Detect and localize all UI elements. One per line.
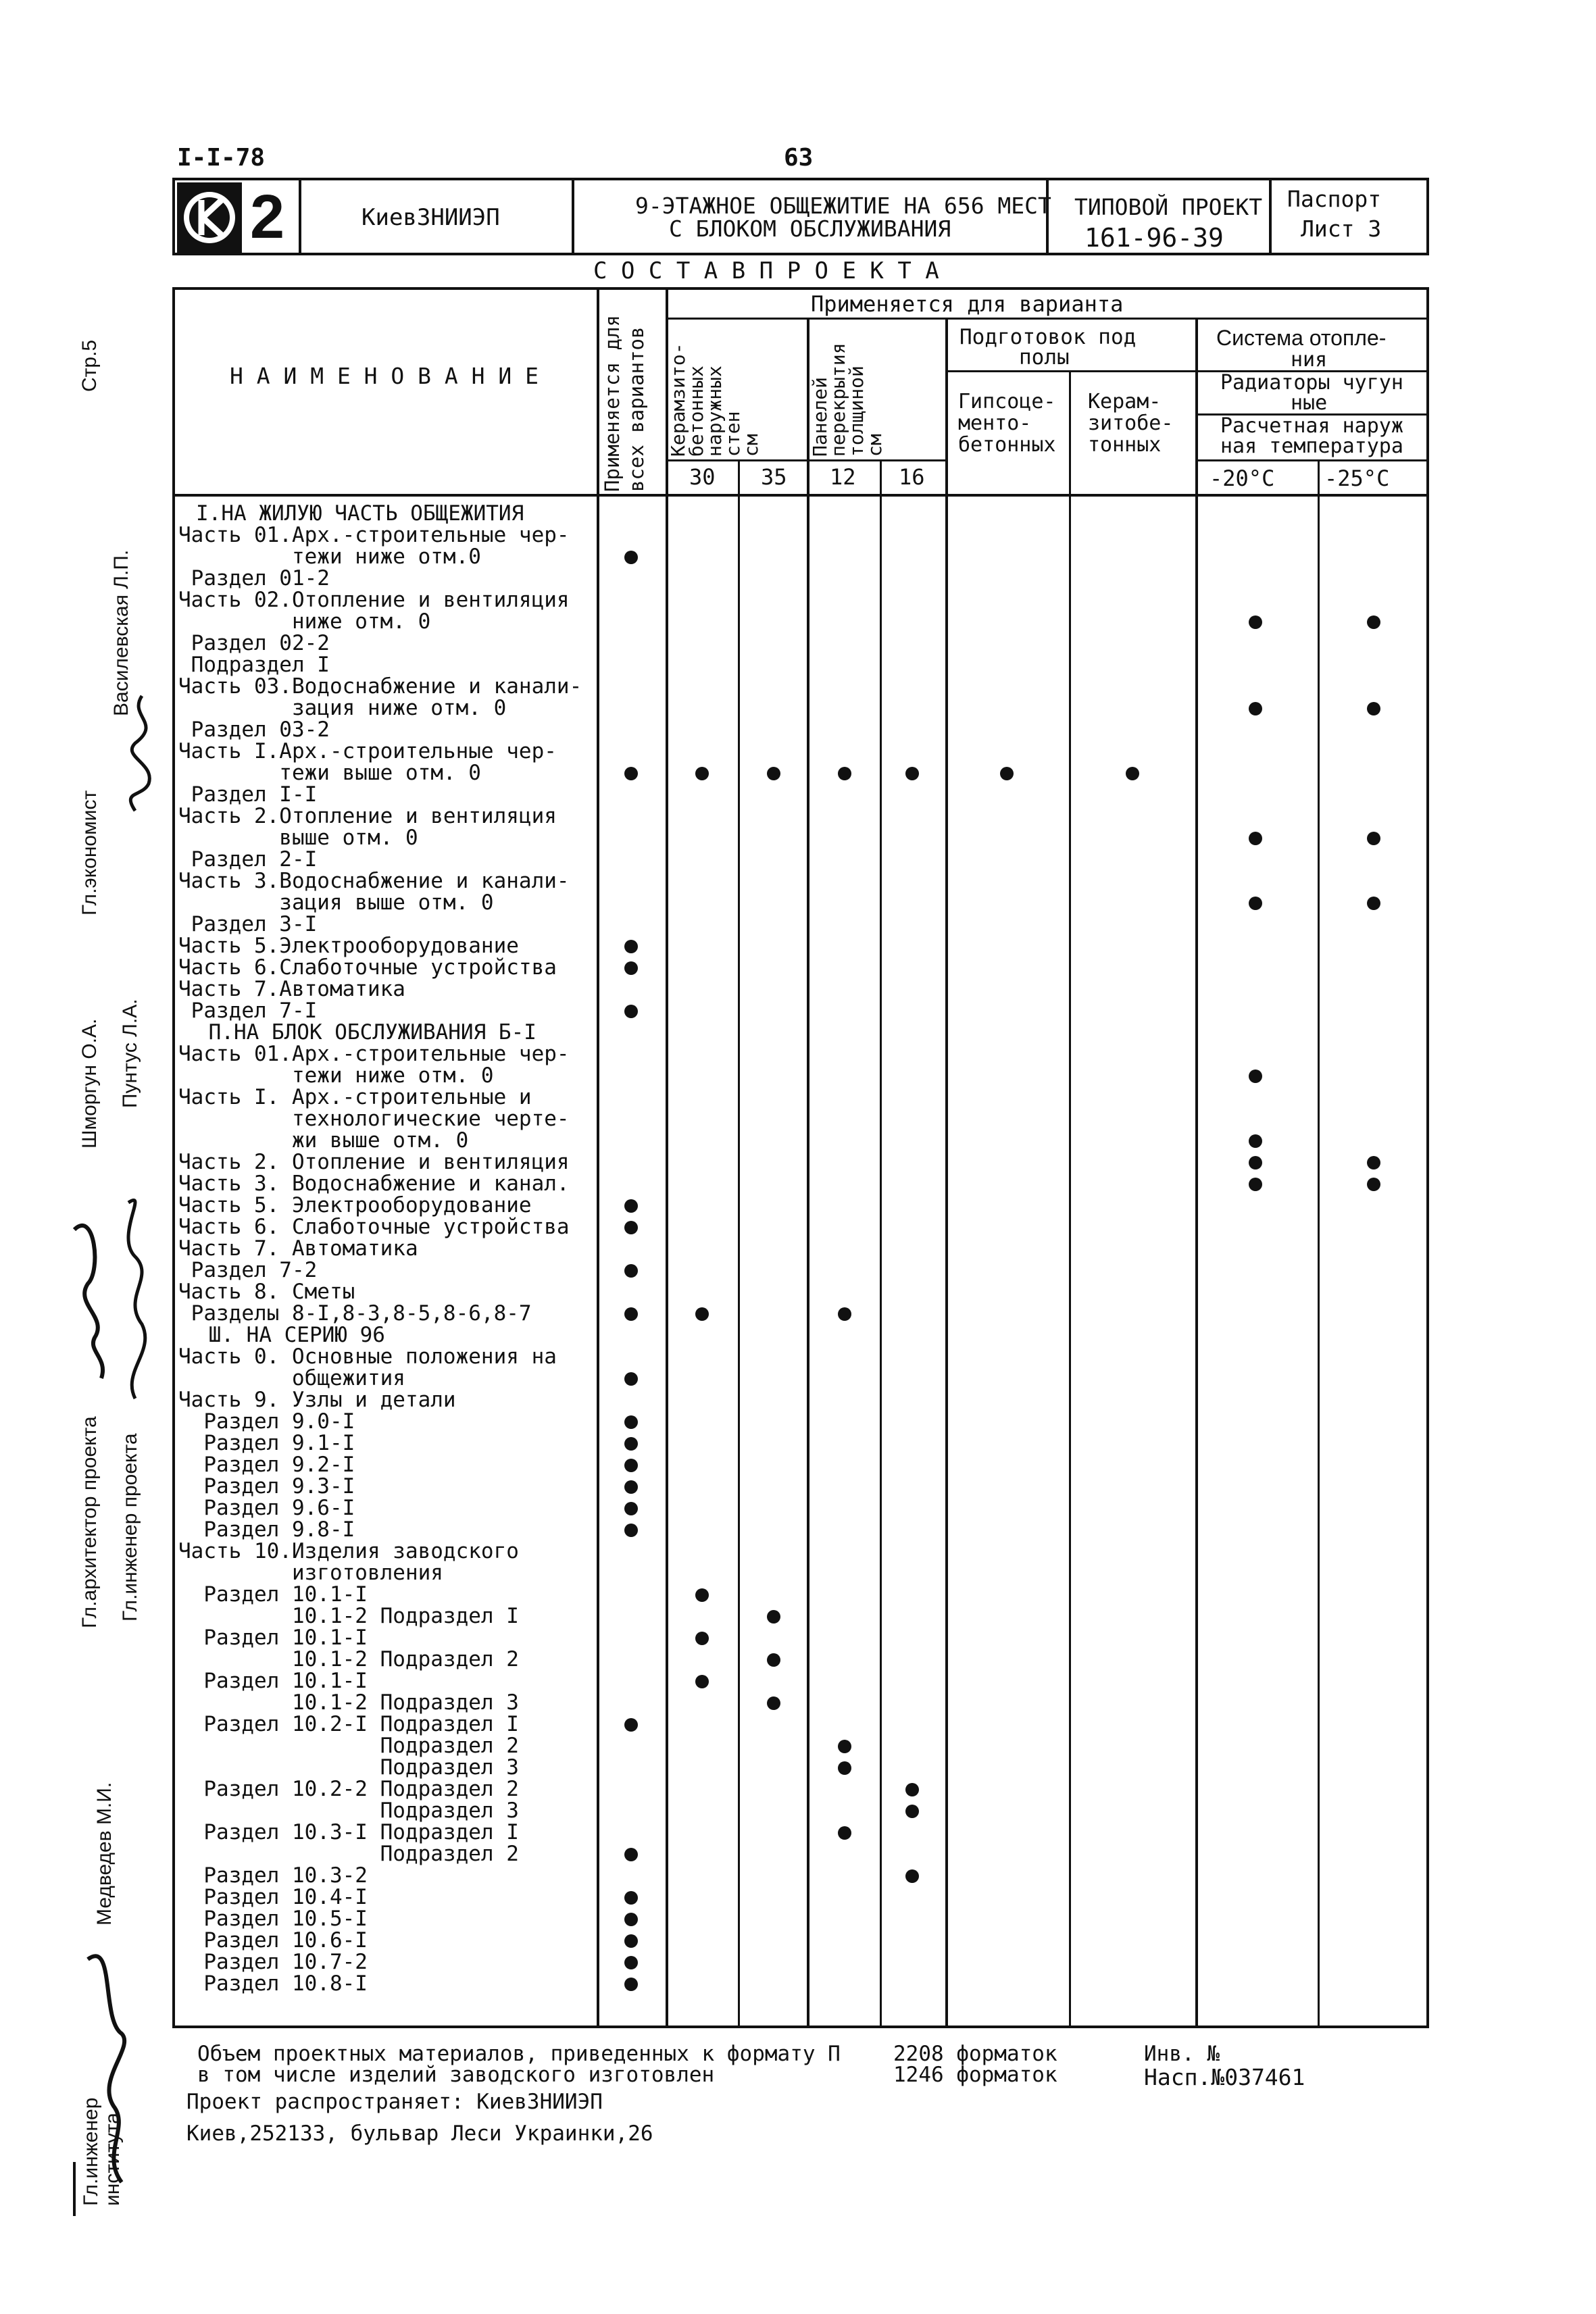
applies-dot-w35 — [767, 767, 780, 780]
table-row: Раздел 10.1-I — [178, 1626, 368, 1650]
applies-dot-all — [624, 1264, 638, 1278]
table-row: Раздел 7-I — [178, 999, 318, 1023]
table-row: Раздел I-I — [178, 782, 318, 807]
logo-digit: 2 — [250, 182, 285, 251]
applies-dot-all — [624, 1480, 638, 1494]
applies-dot-all — [624, 1934, 638, 1948]
formats-factory: 1246 форматок — [893, 2063, 1057, 2087]
column-all-variants-2: всех вариантов — [625, 326, 648, 492]
table-row: Часть 02.Отопление и вентиляция — [178, 588, 570, 612]
slabs-header-2: перекрытия — [827, 343, 849, 457]
applies-dot-w30 — [695, 767, 709, 780]
walls-30: 30 — [689, 464, 716, 490]
table-row: Подраздел 3 — [178, 1755, 519, 1780]
applies-dot-s16 — [905, 1783, 919, 1796]
slabs-header-3: толщиной — [845, 366, 868, 457]
table-row: Раздел 02-2 — [178, 631, 330, 655]
applies-dot-t20 — [1249, 1178, 1262, 1191]
stamp-name-economist: Василевская Л.П. — [110, 549, 132, 716]
applies-dot-t25 — [1367, 832, 1380, 845]
applies-dot-all — [624, 767, 638, 780]
radiators-header-2: ные — [1291, 391, 1328, 415]
applies-dot-w30 — [695, 1632, 709, 1645]
applies-dot-s12 — [838, 1826, 851, 1840]
applies-dot-all — [624, 1437, 638, 1451]
applies-dot-all — [624, 1956, 638, 1969]
table-row: тежи ниже отм. 0 — [178, 1063, 494, 1088]
slabs-12: 12 — [830, 464, 856, 490]
walls-header-3: наружных — [703, 366, 726, 457]
table-row: Раздел 10.8-I — [178, 1971, 368, 1996]
column-all-variants-1: Применяется для — [601, 315, 624, 492]
applies-dot-w35 — [767, 1696, 780, 1710]
radiators-header: Радиаторы чугун — [1220, 371, 1403, 395]
signatures — [47, 676, 182, 2230]
stamp-role-architect: Гл.архитектор проекта — [78, 1416, 101, 1628]
table-row: Разделы 8-I,8-3,8-5,8-6,8-7 — [178, 1301, 532, 1326]
applies-dot-t25 — [1367, 1178, 1380, 1191]
table-row: Подраздел I — [178, 653, 330, 677]
formats-total: 2208 форматок — [893, 2042, 1057, 2066]
applies-dot-t20 — [1249, 702, 1262, 715]
table-row: Раздел 2-I — [178, 847, 318, 872]
applies-dot-s12 — [838, 767, 851, 780]
applies-dot-t20 — [1249, 1156, 1262, 1169]
applies-dot-t20 — [1249, 832, 1262, 845]
applies-dot-s16 — [905, 1869, 919, 1883]
applies-dot-w30 — [695, 1588, 709, 1602]
applies-dot-all — [624, 1415, 638, 1429]
signature-engineer — [128, 1200, 145, 1399]
table-row: технологические черте- — [178, 1107, 570, 1131]
distributor: Проект распространяет: КиевЗНИИЭП — [186, 2090, 603, 2114]
slabs-16: 16 — [899, 464, 925, 490]
table-row: Часть 0. Основные положения на — [178, 1344, 557, 1369]
table-row: Подраздел 3 — [178, 1799, 519, 1823]
applies-dot-all — [624, 1913, 638, 1926]
temperature-header: Расчетная наруж — [1220, 414, 1403, 438]
doc-type: Паспорт — [1287, 186, 1382, 212]
applies-dot-t25 — [1367, 615, 1380, 629]
applies-dot-t20 — [1249, 1134, 1262, 1148]
table-row: тежи ниже отм.0 — [178, 545, 481, 569]
table-row: Часть 8. Сметы — [178, 1280, 355, 1304]
table-row: Часть 6.Слаботочные устройства — [178, 955, 557, 980]
table-row: зация ниже отм. 0 — [178, 696, 507, 720]
ceramsite-1: Керам- — [1088, 390, 1162, 413]
table-row: Часть 03.Водоснабжение и канали- — [178, 674, 582, 699]
table-row: Раздел 9.3-I — [178, 1474, 355, 1499]
ceramsite-2: зитобе- — [1088, 411, 1174, 435]
applies-dot-all — [624, 551, 638, 564]
applies-dot-all — [624, 1307, 638, 1321]
slabs-header-4: см — [864, 434, 886, 457]
applies-dot-t20 — [1249, 615, 1262, 629]
applies-dot-t25 — [1367, 702, 1380, 715]
table-row: Часть 6. Слаботочные устройства — [178, 1215, 570, 1239]
signature-architect — [74, 1226, 103, 1378]
heating-header-2: ния — [1291, 348, 1328, 372]
address: Киев,252133, бульвар Леси Украинки,26 — [186, 2121, 653, 2146]
table-row: Раздел 10.2-I Подраздел I — [178, 1712, 519, 1736]
applies-dot-all — [624, 1718, 638, 1732]
floor-prep-header: Подготовок под — [959, 325, 1137, 349]
applies-dot-all — [624, 1459, 638, 1472]
applies-dot-s12 — [838, 1307, 851, 1321]
applies-dot-all — [624, 1891, 638, 1905]
table-row: Часть 2. Отопление и вентиляция — [178, 1150, 570, 1174]
table-row: Часть 5.Электрооборудование — [178, 934, 519, 958]
title-line-1: 9-ЭТАЖНОЕ ОБЩЕЖИТИЕ НА 656 МЕСТ — [635, 193, 1051, 219]
table-row: Часть 7.Автоматика — [178, 977, 405, 1001]
table-row: Часть 01.Арх.-строительные чер- — [178, 1042, 570, 1066]
gypsum-2: менто- — [958, 411, 1032, 435]
applies-dot-all — [624, 1221, 638, 1234]
slabs-header-1: Панелей — [809, 376, 831, 457]
applies-dot-t25 — [1367, 897, 1380, 910]
walls-header-2: бетонных — [685, 366, 707, 457]
applies-dot-s12 — [838, 1761, 851, 1775]
table-row: Часть 3.Водоснабжение и канали- — [178, 869, 570, 893]
title-line-2: С БЛОКОМ ОБСЛУЖИВАНИЯ — [669, 216, 951, 242]
applies-dot-gyp — [1000, 767, 1014, 780]
table-row: Раздел 10.3-2 — [178, 1863, 368, 1888]
signature-institute — [88, 1956, 124, 2182]
table-row: 10.1-2 Подраздел I — [178, 1604, 519, 1628]
table-row: Раздел 10.4-I — [178, 1885, 368, 1909]
table-row: Раздел 9.1-I — [178, 1431, 355, 1455]
walls-header-1: Керамзито- — [667, 343, 689, 457]
applies-dot-w35 — [767, 1653, 780, 1667]
table-row: Раздел 10.5-I — [178, 1907, 368, 1931]
gypsum-3: бетонных — [958, 433, 1056, 457]
applies-dot-all — [624, 1005, 638, 1018]
table-row: ниже отм. 0 — [178, 609, 431, 634]
table-row: Раздел 10.6-I — [178, 1928, 368, 1953]
table-row: изготовления — [178, 1561, 443, 1585]
table-row: Раздел 10.7-2 — [178, 1950, 368, 1974]
stamp-role-economist: Гл.экономист — [78, 790, 101, 915]
applies-dot-w35 — [767, 1610, 780, 1624]
applies-dot-all — [624, 1978, 638, 1991]
stamp-page-ref: Стр.5 — [78, 339, 101, 392]
stamp-name-architect: Шморгун О.А. — [78, 1018, 101, 1149]
table-row: Раздел 7-2 — [178, 1258, 318, 1282]
applies-dot-s16 — [905, 767, 919, 780]
applies-dot-s12 — [838, 1740, 851, 1753]
floor-prep-header-2: полы — [1019, 345, 1070, 370]
applies-dot-t25 — [1367, 1156, 1380, 1169]
stamp-name-institute-engineer: Медведев М.И. — [93, 1782, 116, 1926]
applies-dot-t20 — [1249, 897, 1262, 910]
table-row: Часть 7. Автоматика — [178, 1236, 418, 1261]
applies-dot-w30 — [695, 1675, 709, 1688]
stamp-role-institute-engineer-2: института — [101, 2113, 124, 2206]
applies-dot-s16 — [905, 1805, 919, 1818]
signature-economist — [130, 696, 149, 811]
column-applied-for: Применяется для варианта — [811, 291, 1124, 317]
page-number: 63 — [784, 144, 814, 172]
table-row: Раздел 01-2 — [178, 566, 330, 590]
table-row: Часть 01.Арх.-строительные чер- — [178, 523, 570, 547]
applies-dot-all — [624, 961, 638, 975]
applies-dot-all — [624, 1199, 638, 1213]
applies-dot-t20 — [1249, 1070, 1262, 1083]
applies-dot-cer — [1126, 767, 1139, 780]
table-row: Часть I.Арх.-строительные чер- — [178, 739, 557, 763]
applies-dot-all — [624, 940, 638, 953]
table-row: жи выше отм. 0 — [178, 1128, 469, 1153]
table-row: Часть I. Арх.-строительные и — [178, 1085, 532, 1109]
table-row: Подраздел 2 — [178, 1842, 519, 1866]
table-row: Часть 9. Узлы и детали — [178, 1388, 456, 1412]
walls-header-4: стен — [722, 411, 744, 457]
table-row: Ш. НА СЕРИЮ 96 — [196, 1323, 385, 1347]
table-row: Раздел 9.8-I — [178, 1517, 355, 1542]
applies-dot-all — [624, 1848, 638, 1861]
table-row: Часть 3. Водоснабжение и канал. — [178, 1172, 570, 1196]
table-row: Подраздел 2 — [178, 1734, 519, 1758]
series-code: I-I-78 — [177, 144, 266, 172]
temp-minus-20: -20°C — [1210, 466, 1275, 491]
stamp-name-engineer: Пунтус Л.А. — [119, 999, 141, 1108]
inventory-number: Насп.№037461 — [1144, 2064, 1305, 2090]
applies-dot-all — [624, 1372, 638, 1386]
ceramsite-3: тонных — [1088, 433, 1162, 457]
table-row: Часть 10.Изделия заводского — [178, 1539, 519, 1563]
table-row: зация выше отм. 0 — [178, 890, 494, 915]
volume-line-1: Объем проектных материалов, приведенных к формату П — [197, 2042, 841, 2066]
table-row: Часть 5. Электрооборудование — [178, 1193, 532, 1217]
table-row: I.НА ЖИЛУЮ ЧАСТЬ ОБЩЕЖИТИЯ — [196, 501, 524, 526]
table-row: выше отм. 0 — [178, 826, 418, 850]
table-row: 10.1-2 Подраздел 3 — [178, 1690, 519, 1715]
table-row: Раздел 03-2 — [178, 718, 330, 742]
inventory-label: Инв. № — [1144, 2042, 1220, 2066]
project-label: ТИПОВОЙ ПРОЕКТ — [1074, 194, 1263, 220]
table-row: Раздел 9.0-I — [178, 1409, 355, 1434]
stamp-role-engineer: Гл.инженер проекта — [119, 1433, 141, 1621]
walls-35: 35 — [761, 464, 787, 490]
table-row: Раздел 9.2-I — [178, 1453, 355, 1477]
table-row: Раздел 10.3-I Подраздел I — [178, 1820, 519, 1844]
table-row: Раздел 10.1-I — [178, 1582, 368, 1607]
table-row: Раздел 9.6-I — [178, 1496, 355, 1520]
stamp-role-institute-engineer: Гл.инженер — [80, 2097, 102, 2206]
applies-dot-w30 — [695, 1307, 709, 1321]
table-row: Раздел 10.1-I — [178, 1669, 368, 1693]
temp-minus-25: -25°C — [1324, 466, 1390, 491]
table-row: тежи выше отм. 0 — [178, 761, 481, 785]
table-row: Часть 2.Отопление и вентиляция — [178, 804, 557, 828]
project-number: 161-96-39 — [1084, 223, 1224, 253]
table-row: П.НА БЛОК ОБСЛУЖИВАНИЯ Б-I — [196, 1020, 537, 1045]
column-name-header: Н А И М Е Н О В А Н И Е — [230, 363, 539, 389]
applies-dot-all — [624, 1502, 638, 1515]
table-row: 10.1-2 Подраздел 2 — [178, 1647, 519, 1671]
sheet-number: Лист 3 — [1301, 216, 1382, 242]
applies-dot-all — [624, 1524, 638, 1537]
walls-header-5: см — [740, 434, 762, 457]
table-row: Раздел 3-I — [178, 912, 318, 936]
volume-line-2: в том числе изделий заводского изготовлен — [197, 2063, 715, 2087]
table-title: С О С Т А В П Р О Е К Т А — [593, 257, 939, 284]
gypsum-1: Гипсоце- — [958, 390, 1056, 413]
heating-header: Система отопле- — [1216, 326, 1387, 350]
temperature-header-2: ная температура — [1220, 434, 1403, 458]
table-row: общежития — [178, 1366, 405, 1390]
organization: КиевЗНИИЭП — [361, 204, 500, 231]
table-row: Раздел 10.2-2 Подраздел 2 — [178, 1777, 519, 1801]
